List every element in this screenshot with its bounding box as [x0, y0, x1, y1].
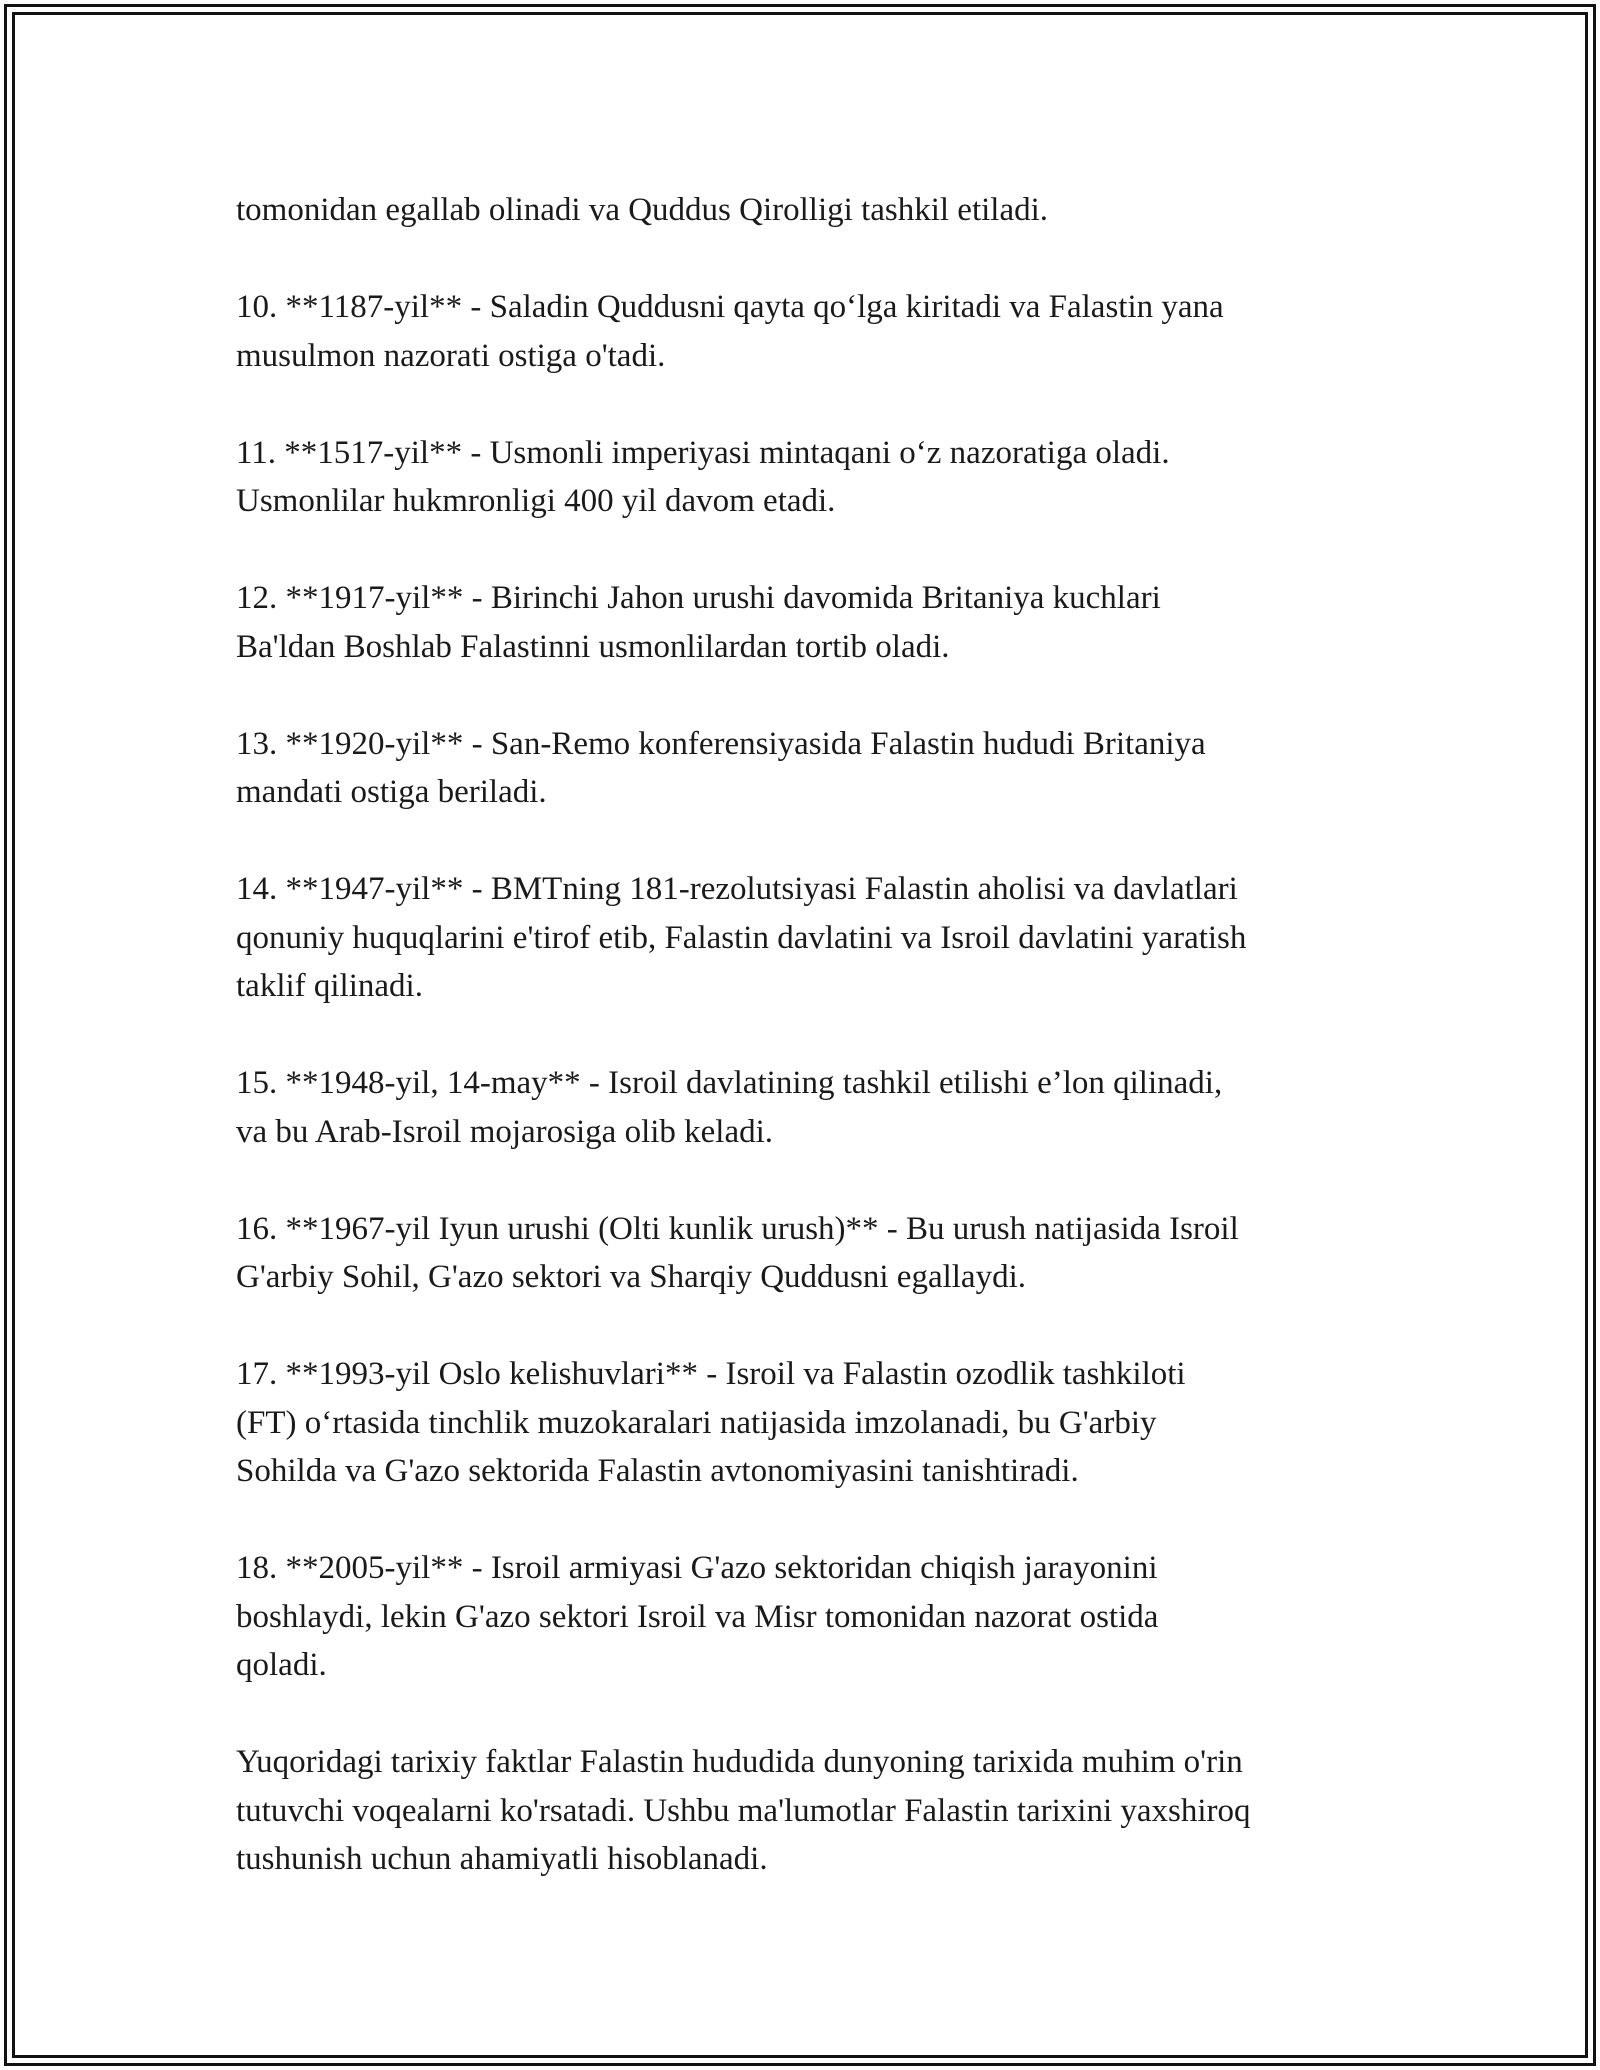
list-item-10: 10. **1187-yil** - Saladin Quddusni qayta qo‘lga kiritadi va Falastin yana musulmon nazorati ostiga o'tadi.	[236, 289, 1224, 374]
paragraph-continuation: tomonidan egallab olinadi va Quddus Qirolligi tashkil etiladi.	[236, 192, 1049, 228]
list-item-15: 15. **1948-yil, 14-may** - Isroil davlatining tashkil etilishi e’lon qilinadi, va bu Arab-Isroil mojarosiga olib keladi.	[236, 1065, 1223, 1150]
list-item-17: 17. **1993-yil Oslo kelishuvlari** - Isroil va Falastin ozodlik tashkiloti (FT) o‘rtasida tinchlik muzokaralari natijasida imzolanadi, bu G'arbiy Sohilda va G'azo sektorida Falastin avtonomiyasini tanishtiradi.	[236, 1356, 1186, 1489]
list-item-11: 11. **1517-yil** - Usmonli imperiyasi mintaqani o‘z nazoratiga oladi. Usmonlilar hukmronligi 400 yil davom etadi.	[236, 434, 1170, 519]
conclusion-paragraph: Yuqoridagi tarixiy faktlar Falastin hududida dunyoning tarixida muhim o'rin tutuvchi voqealarni ko'rsatadi. Ushbu ma'lumotlar Falastin tarixini yaxshiroq tushunish uchun ahamiyatli hisoblanadi.	[236, 1744, 1251, 1877]
list-item-16: 16. **1967-yil Iyun urushi (Olti kunlik urush)** - Bu urush natijasida Isroil G'arbiy Sohil, G'azo sektori va Sharqiy Quddusni egallaydi.	[236, 1210, 1239, 1295]
list-item-12: 12. **1917-yil** - Birinchi Jahon urushi davomida Britaniya kuchlari Ba'ldan Boshlab Falastinni usmonlilardan tortib oladi.	[236, 580, 1161, 665]
document-body	[236, 186, 1376, 1932]
list-item-14: 14. **1947-yil** - BMTning 181-rezolutsiyasi Falastin aholisi va davlatlari qonuniy huquqlarini e'tirof etib, Falastin davlatini va Isroil davlatini yaratish taklif qilinadi.	[236, 871, 1247, 1004]
list-item-18: 18. **2005-yil** - Isroil armiyasi G'azo sektoridan chiqish jarayonini boshlaydi, lekin G'azo sektori Isroil va Misr tomonidan nazorat ostida qoladi.	[236, 1550, 1159, 1683]
list-item-13: 13. **1920-yil** - San-Remo konferensiyasida Falastin hududi Britaniya mandati ostiga beriladi.	[236, 725, 1206, 810]
